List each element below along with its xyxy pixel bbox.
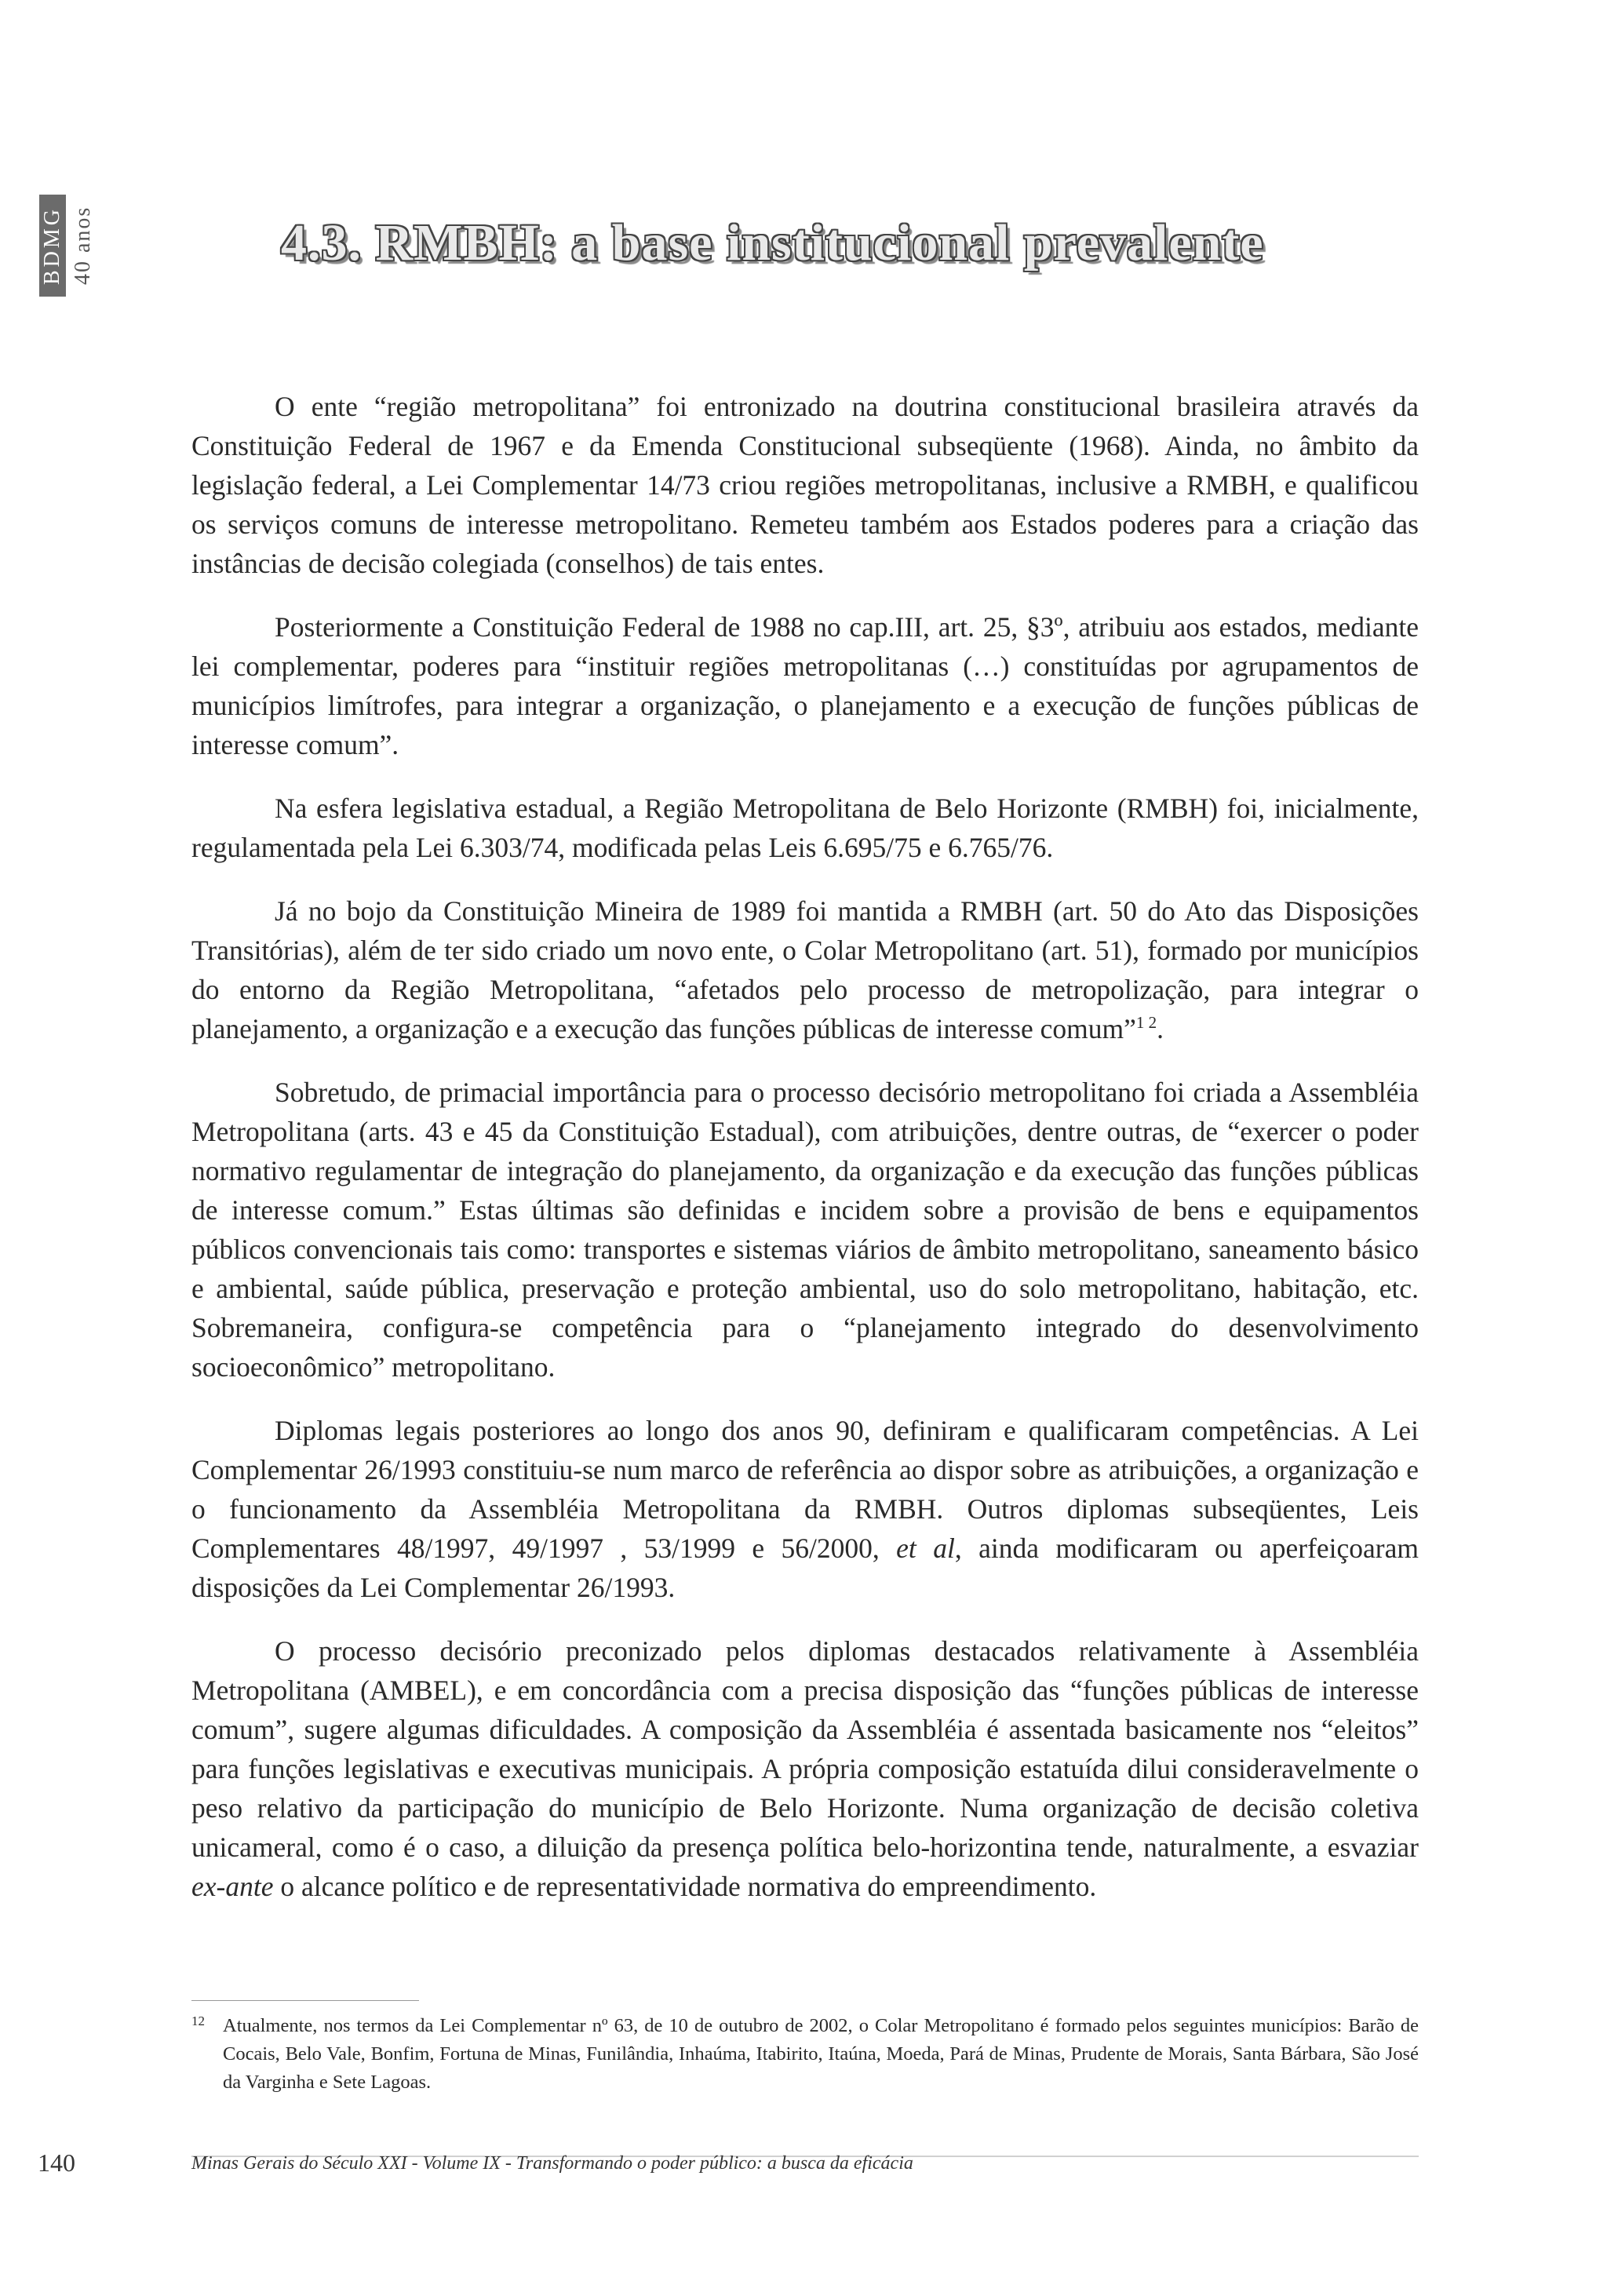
paragraph-1: O ente “região metropolitana” foi entronizado na doutrina constitucional brasileira através da Constituição Federal de 1967 e da Emenda Constitucional subseqüente (1968). Ainda, no âmbito da legislação federal, a Lei Complementar 14/73 criou regiões metropolitanas, inclusive a RMBH, e qualificou os serviços comuns de interesse metropolitano. Remeteu também aos Estados poderes para a criação das instâncias de decisão colegiada (conselhos) de tais entes. <box>191 391 1419 579</box>
sidebar-badge <box>39 195 110 312</box>
brand-label: BDMG <box>39 195 66 297</box>
body-text <box>191 387 1419 1906</box>
footnote-number: 12 <box>191 2014 205 2028</box>
running-footer: Minas Gerais do Século XXI - Volume IX - Transformando o poder público: a busca da eficácia <box>191 2153 913 2174</box>
footnote <box>191 2012 1419 2097</box>
footnote-divider <box>191 2000 419 2001</box>
italic-term: et al <box>896 1532 955 1564</box>
paragraph-3: Na esfera legislativa estadual, a Região Metropolitana de Belo Horizonte (RMBH) foi, inicialmente, regulamentada pela Lei 6.303/74, modificada pelas Leis 6.695/75 e 6.765/76. <box>191 793 1419 863</box>
footnote-reference: 1 2 <box>1135 1013 1157 1033</box>
section-heading: 4.3. RMBH: a base institucional prevalente <box>281 214 1264 272</box>
footnote-text: Atualmente, nos termos da Lei Complementar nº 63, de 10 de outubro de 2002, o Colar Metropolitano é formado pelos seguintes municípios: Barão de Cocais, Belo Vale, Bonfim, Fortuna de Minas, Funilândia, Inhaúma, Itabirito, Itaúna, Moeda, Pará de Minas, Prudente de Morais, Santa Bárbara, São José da Varginha e Sete Lagoas. <box>223 2015 1419 2093</box>
page-number: 140 <box>38 2148 75 2177</box>
paragraph-5: Sobretudo, de primacial importância para o processo decisório metropolitano foi criada a Assembléia Metropolitana (arts. 43 e 45 da Constituição Estadual), com atribuições, dentre outras, de “exercer o poder normativo regulamentar de integração do planejamento, da organização e da execução das funções públicas de interesse comum.” Estas últimas são definidas e incidem sobre a provisão de bens e equipamentos públicos convencionais tais como: transportes e sistemas viários de âmbito metropolitano, saneamento básico e ambiental, saúde pública, preservação e proteção ambiental, uso do solo metropolitano, habitação, etc. Sobremaneira, configura-se competência para o “planejamento integrado do desenvolvimento socioeconômico” metropolitano. <box>191 1077 1419 1383</box>
anniversary-label: 40 anos <box>71 206 95 286</box>
paragraph-4: Já no bojo da Constituição Mineira de 1989 foi mantida a RMBH (art. 50 do Ato das Disposições Transitórias), além de ter sido criado um novo ente, o Colar Metropolitano (art. 51), formado por municípios do entorno da Região Metropolitana, “afetados pelo processo de metropolização, para integrar o planejamento, a organização e a execução das funções públicas de interesse comum”$^{1 2}$. <box>191 895 1419 1044</box>
italic-term: ex-ante <box>191 1871 274 1902</box>
paragraph-7: O processo decisório preconizado pelos diplomas destacados relativamente à Assembléia Metropolitana (AMBEL), e em concordância com a precisa disposição das “funções públicas de interesse comum”, sugere algumas dificuldades. A composição da Assembléia é assentada basicamente nos “eleitos” para funções legislativas e executivas municipais. A própria composição estatuída dilui consideravelmente o peso relativo da participação do município de Belo Horizonte. Numa organização de decisão coletiva unicameral, como é o caso, a diluição da presença política belo-horizontina tende, naturalmente, a esvaziar ex-ante o alcance político e de representatividade normativa do empreendimento. <box>191 1635 1419 1902</box>
paragraph-2: Posteriormente a Constituição Federal de 1988 no cap.III, art. 25, §3º, atribuiu aos estados, mediante lei complementar, poderes para “instituir regiões metropolitanas (…) constituídas por agrupamentos de municípios limítrofes, para integrar a organização, o planejamento e a execução de funções públicas de interesse comum”. <box>191 611 1419 760</box>
paragraph-6: Diplomas legais posteriores ao longo dos anos 90, definiram e qualificaram competências. A Lei Complementar 26/1993 constituiu-se num marco de referência ao dispor sobre as atribuições, a organização e o funcionamento da Assembléia Metropolitana da RMBH. Outros diplomas subseqüentes, Leis Complementares 48/1997, 49/1997 , 53/1999 e 56/2000, et al, ainda modificaram ou aperfeiçoaram disposições da Lei Complementar 26/1993. <box>191 1415 1419 1603</box>
